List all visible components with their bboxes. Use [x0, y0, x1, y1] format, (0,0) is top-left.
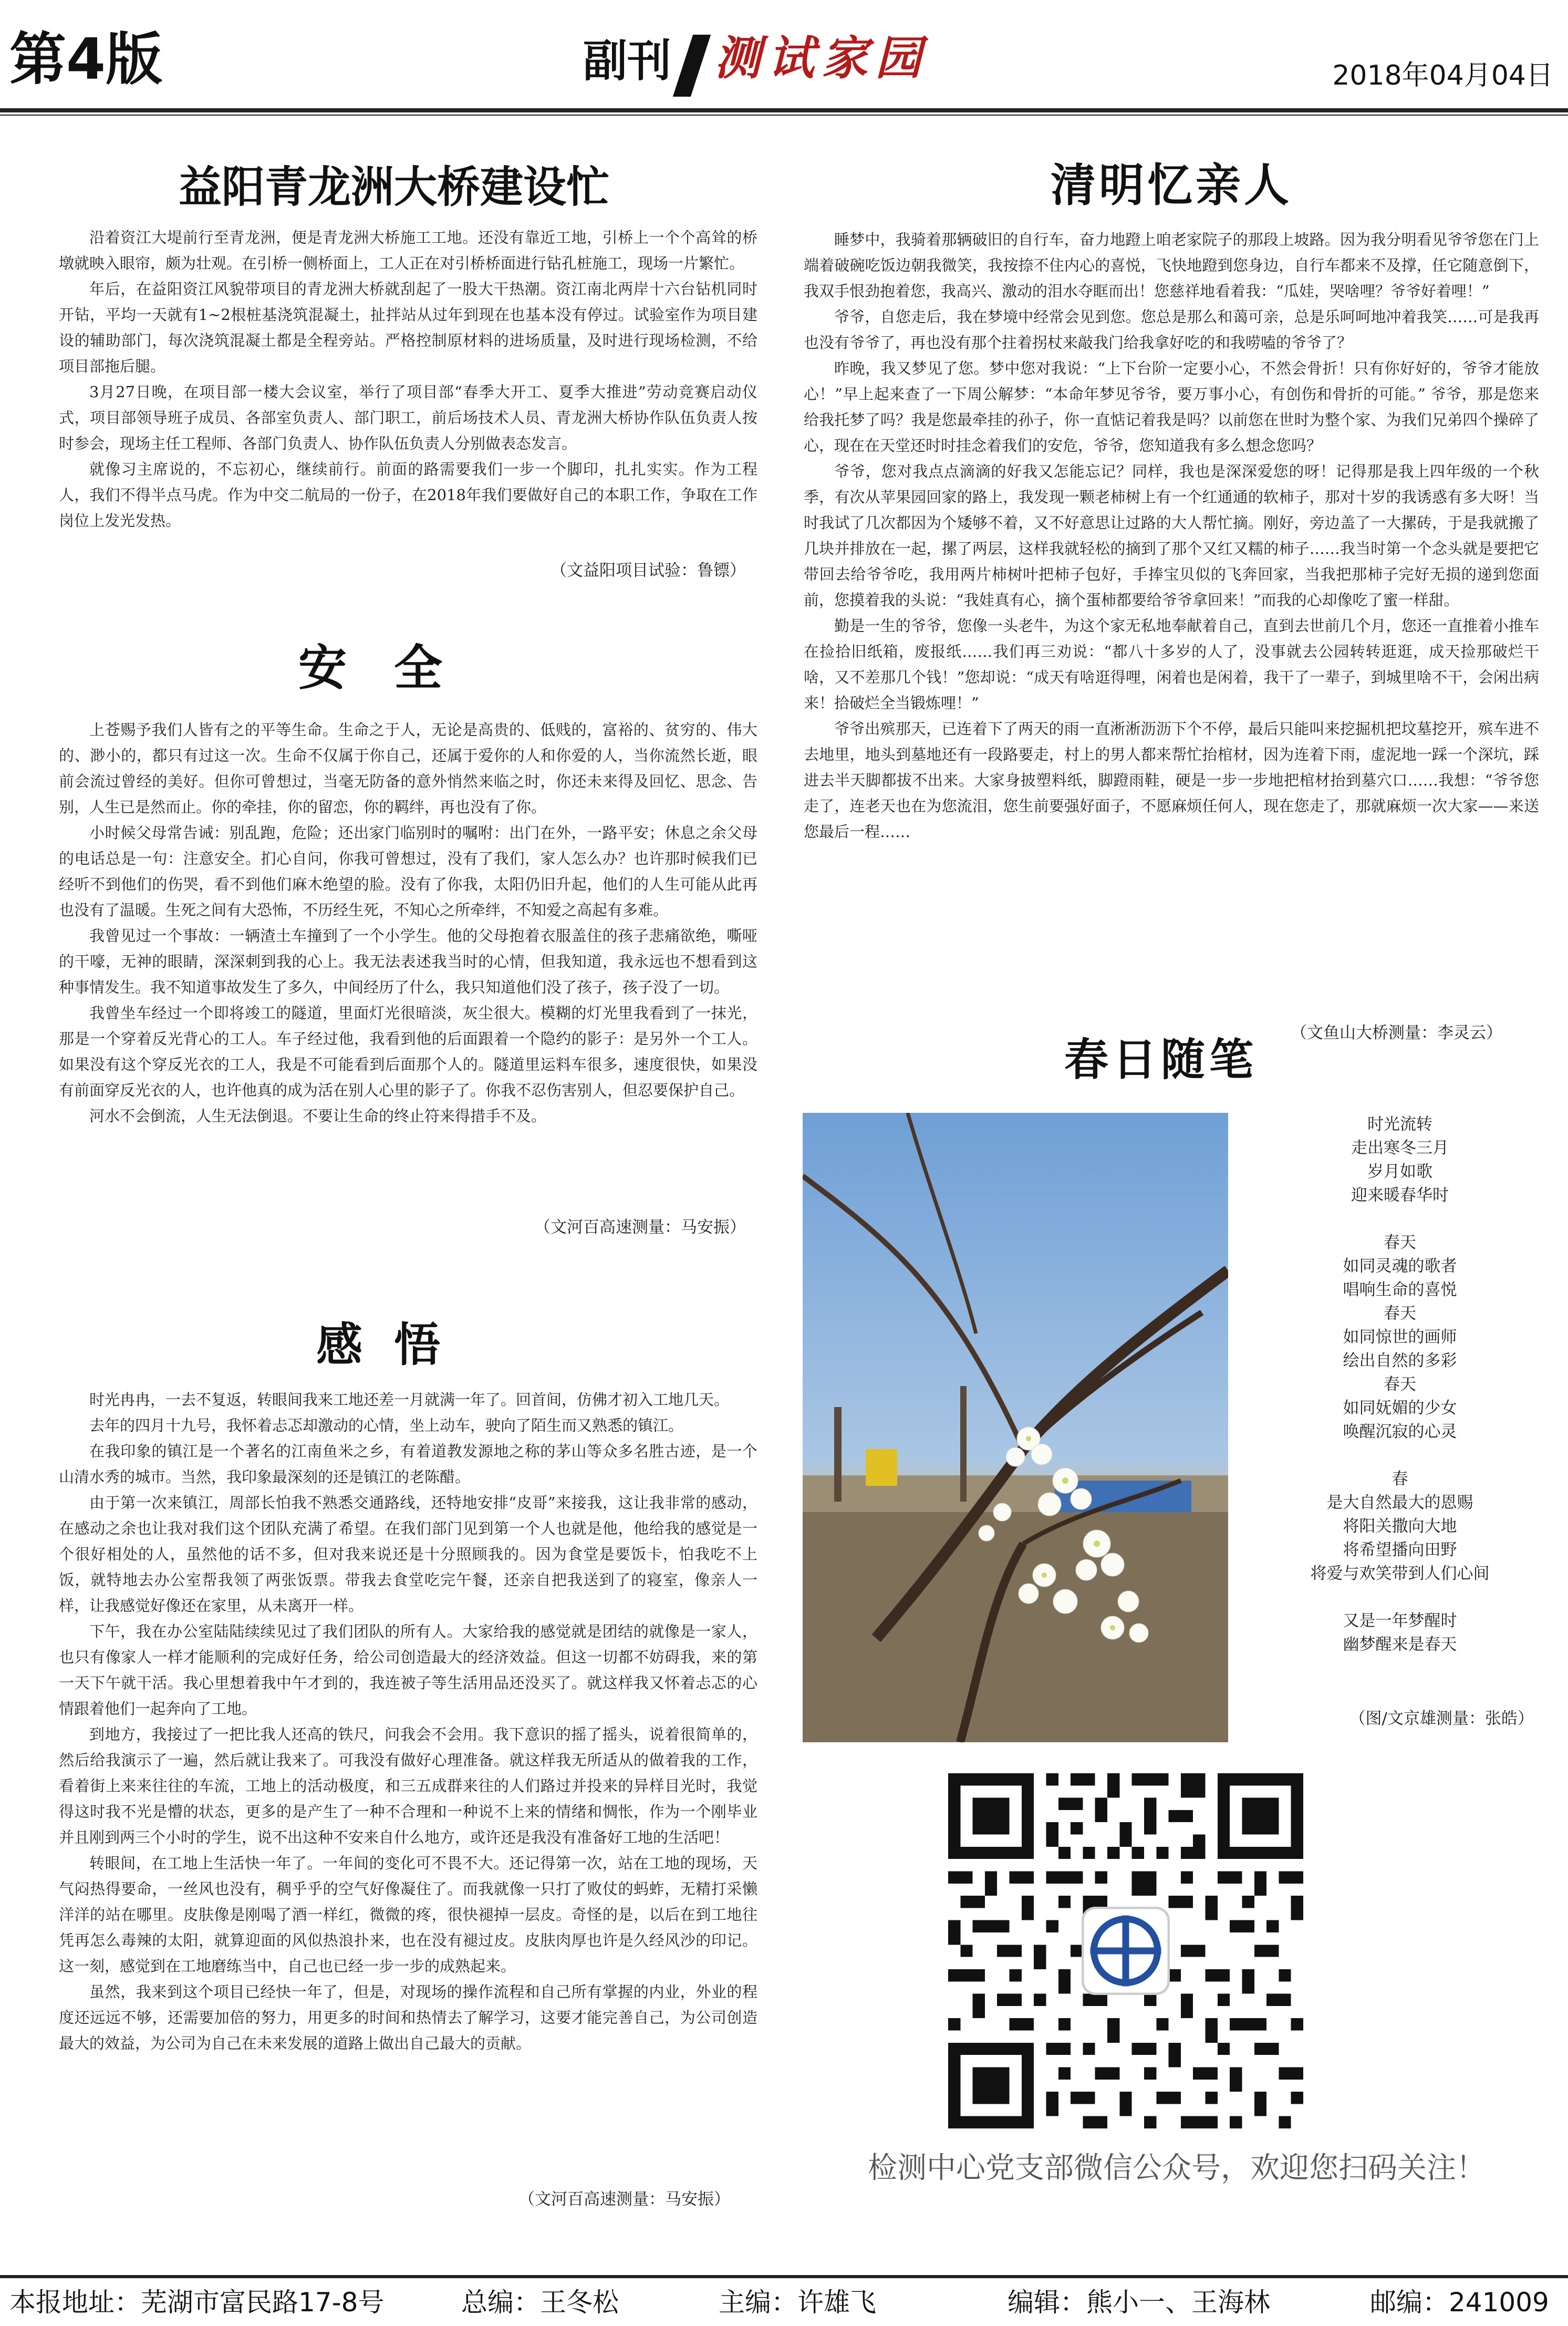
article-title-safety: 安全 [298, 639, 490, 696]
poem-line: 岁月如歌 [1367, 1162, 1432, 1181]
article-title-reflection: 感悟 [316, 1317, 472, 1372]
paragraph: 我曾见过一个事故：一辆渣土车撞到了一个小学生。他的父母抱着衣服盖住的孩子悲痛欲绝，嘶哑的干嚎，无神的眼睛，深深刺到我的心上。我无法表述我当时的心情，但我知道，我永远也不想看到这种事情发生。我不知道事故发生了多久，中间经历了什么，我只知道他们没了孩子，孩子没了一切。 [59, 927, 757, 996]
footer-editors: 编辑：熊小一、王海林 [1008, 2287, 1270, 2318]
article-body-reflection [59, 1387, 757, 2056]
section-name: 副刊 [583, 35, 672, 87]
poem-line: 春天 [1384, 1375, 1416, 1394]
poem-line: 幽梦醒来是春天 [1343, 1635, 1457, 1654]
issue-number: 第4版 [9, 27, 163, 92]
header-slash-divider [673, 35, 711, 97]
poem-line: 将爱与欢笑带到人们心间 [1310, 1564, 1490, 1583]
stanza-gap [1250, 1444, 1550, 1467]
byline-spring: （图/文京雄测量：张皓） [1349, 1709, 1534, 1728]
paragraph: 沿着资江大堤前行至青龙洲，便是青龙洲大桥施工工地。还没有靠近工地，引桥上一个个高耸的桥墩就映入眼帘，颇为壮观。在引桥一侧桥面上，工人正在对引桥桥面进行钻孔桩施工，现场一片繁忙。 [59, 229, 757, 272]
stanza-gap [1250, 1586, 1550, 1609]
paragraph: 由于第一次来镇江，周部长怕我不熟悉交通路线，还特地安排“皮哥”来接我，这让我非常的感动，在感动之余也让我对我们这个团队充满了希望。在我们部门见到第一个人也就是他，他给我的感觉是一个很好相处的人，虽然他的话不多，但对我来说还是十分照顾我的。因为食堂是要饭卡，怕我吃不上饭，就特地去办公室帮我领了两张饭票。带我去食堂吃完午餐，还亲自把我送到了的寝室，像亲人一样，让我感觉好像还在家里，从未离开一样。 [59, 1494, 757, 1615]
poem-line: 如同惊世的画师 [1343, 1328, 1457, 1347]
paragraph: 上苍赐予我们人皆有之的平等生命。生命之于人，无论是高贵的、低贱的，富裕的、贫穷的、伟大的、渺小的，都只有过这一次。生命不仅属于你自己，还属于爱你的人和你爱的人，当你流然长逝，眼前会流过曾经的美好。但你可曾想过，当毫无防备的意外悄然来临之时，你还未来得及回忆、思念、告别，人生已是然而止。你的牵挂，你的留恋，你的羁绊，再也没有了你。 [59, 721, 757, 816]
poem-line: 绘出自然的多彩 [1343, 1351, 1457, 1370]
stanza-gap [1250, 1207, 1550, 1231]
footer-postcode: 邮编：241009 [1370, 2287, 1549, 2318]
poem-line: 如同妩媚的少女 [1343, 1399, 1457, 1418]
paragraph: 年后，在益阳资江风貌带项目的青龙洲大桥就刮起了一股大干热潮。资江南北两岸十六台钻机同时开钻，平均一天就有1~2根桩基浇筑混凝土，扯拌站从过年到现在也基本没有停过。试验室作为项目建设的辅助部门，每次浇筑混凝土都是全程旁站。严格控制原材料的进场质量，及时进行现场检测，不给项目部拖后腿。 [59, 280, 757, 375]
paragraph: 转眼间，在工地上生活快一年了。一年间的变化可不畏不大。还记得第一次，站在工地的现场，天气闷热得要命，一丝风也没有，稠乎乎的空气好像凝住了。而我就像一只打了败仗的蚂蚱，无精打采懒洋洋的站在哪里。皮肤像是刚喝了酒一样红，微微的疼，很快褪掉一层皮。奇怪的是，以后在到工地往凭再怎么毒辣的太阳，就算迎面的风似热浪扑来，也在没有褪过皮。皮肤肉厚也许是久经风沙的印记。这一刻，感觉到在工地磨练当中，自己也已经一步一步的成熟起来。 [59, 1854, 757, 1975]
footer-address: 本报地址：芜湖市富民路17-8号 [9, 2287, 385, 2318]
issue-date: 2018年04月04日 [1332, 60, 1553, 91]
poem-line: 将希望播向田野 [1343, 1541, 1457, 1559]
poem-line: 是大自然最大的恩赐 [1326, 1493, 1473, 1512]
paragraph: 时光冉冉，一去不复返，转眼间我来工地还差一月就满一年了。回首间，仿佛才初入工地几天。 [89, 1391, 730, 1409]
qr-caption: 检测中心党支部微信公众号，欢迎您扫码关注！ [868, 2151, 1486, 2185]
paragraph: 就像习主席说的，不忘初心，继续前行。前面的路需要我们一步一个脚印，扎扎实实。作为工程人，我们不得半点马虎。作为中交二航局的一份子，在2018年我们要做好自己的本职工作，争取在工作岗位上发光发热。 [59, 460, 757, 530]
paragraph: 昨晚，我又梦见了您。梦中您对我说：“上下台阶一定要小心，不然会骨折！只有你好好的，爷爷才能放心！”早上起来查了一下周公解梦：“本命年梦见爷爷，要万事小心，有创伤和骨折的可能。” 爷爷，那是您来给我托梦了吗？我是您最牵挂的孙子，你一直惦记着我是吗？以前您在世时为整个家、为我们兄弟四个操碎了心，现在在天堂还时时挂念着我们的安危，爷爷，您知道我有多么想念您吗？ [804, 359, 1539, 454]
poem-line: 唤醒沉寂的心灵 [1343, 1422, 1457, 1441]
column-logo: 测试家园 [714, 30, 929, 85]
footer-chief-editor: 总编：王冬松 [461, 2287, 619, 2318]
poem-line: 唱响生命的喜悦 [1343, 1280, 1457, 1299]
paragraph: 勤是一生的爷爷，您像一头老牛，为这个家无私地奉献着自己，直到去世前几个月，您还一直推着小推车在捡拾旧纸箱，废报纸……我们再三劝说：“都八十多岁的人了，没事就去公园转转逛逛，成天捡那破烂干啥，又不差那几个钱！”您却说：“成天有啥逛得哩，闲着也是闲着，我干了一辈子，到城里啥不干，会闲出病来！拾破烂全当锻炼哩！” [804, 617, 1539, 712]
paragraph: 爷爷，您对我点点滴滴的好我又怎能忘记？同样，我也是深深爱您的呀！记得那是我上四年级的一个秋季，有次从苹果园回家的路上，我发现一颗老柿树上有一个红通通的软柿子，那对十岁的我诱惑有多大呀！当时我试了几次都因为个矮够不着，又不好意思让过路的大人帮忙摘。刚好，旁边盖了一大摞砖，于是我就搬了几块并排放在一起，摞了两层，这样我就轻松的摘到了那个又红又糯的柿子……我当时第一个念头就是要把它带回去给爷爷吃，我用两片柿树叶把柿子包好，手捧宝贝似的飞奔回家，当我把那柿子完好无损的递到您面前，您摸着我的头说：“我娃真有心，摘个蛋柿都要给爷爷拿回来！”而我的心却像吃了蜜一样甜。 [804, 462, 1539, 609]
paragraph: 小时候父母常告诫：别乱跑，危险；还出家门临别时的嘱咐：出门在外，一路平安；休息之余父母的电话总是一句：注意安全。扪心自问，你我可曾想过，没有了我们，家人怎么办？也许那时候我们已经听不到他们的伤哭，看不到他们麻木绝望的脸。没有了你我，太阳仍旧升起，他们的人生可能从此再也没有了温暖。生死之间有大恐怖，不历经生死，不知心之所牵绊，不知爱之高起有多难。 [59, 824, 757, 919]
paragraph: 到地方，我接过了一把比我人还高的铁尺，问我会不会用。我下意识的摇了摇头，说着很简单的，然后给我演示了一遍，然后就让我来了。可我没有做好心理准备。就这样我无所适从的做着我的工作，看着街上来来往往的车流，工地上的活动极度，和三五成群来往的人们路过并投来的异样目光时，我觉得这时我不光是懵的状态，更多的是产生了一种不合理和一种说不上来的情绪和惆怅，作为一个刚毕业并且刚到两三个小时的学生，说不出这种不安来自什么地方，或许还是我没有准备好工地的生活吧！ [59, 1725, 757, 1846]
spring-blossom-photo [803, 1113, 1228, 1742]
article-title-qingming: 清明忆亲人 [1051, 159, 1292, 212]
paragraph: 在我印象的镇江是一个著名的江南鱼米之乡，有着道教发源地之称的茅山等众多名胜古迹，是一个山清水秀的城市。当然，我印象最深刻的还是镇江的老陈醋。 [59, 1442, 757, 1486]
header-rule-thin [0, 115, 1568, 116]
poem-line: 走出寒冬三月 [1351, 1139, 1449, 1157]
article-title-bridge: 益阳青龙洲大桥建设忙 [178, 162, 609, 212]
paragraph: 虽然，我来到这个项目已经快一年了，但是，对现场的操作流程和自己所有掌握的内业，外业的程度还远远不够，还需要加倍的努力，用更多的时间和热情去了解学习，这要才能完善自己，为公司创造最大的效益，为公司为自己在未来发展的道路上做出自己最大的贡献。 [59, 1983, 757, 2052]
byline-safety: （文河百高速测量：马安振） [534, 1218, 746, 1237]
wechat-qr-code[interactable] [948, 1773, 1303, 2128]
poem-line: 又是一年梦醒时 [1343, 1611, 1457, 1630]
paragraph: 去年的四月十九号，我怀着忐忑却激动的心情，坐上动车，驶向了陌生而又熟悉的镇江。 [89, 1417, 684, 1434]
article-body-qingming [804, 227, 1539, 845]
paragraph: 下午，我在办公室陆陆续续见过了我们团队的所有人。大家给我的感觉就是团结的就像是一家人，也只有像家人一样才能顺利的完成好任务，给公司创造最大的经济效益。但这一切都不妨碍我，来的第一天下午就干活。我心里想着我中午才到的，我连被子等生活用品还没买了。就这样我又怀着忐忑的心情跟着他们一起奔向了工地。 [59, 1622, 757, 1718]
spring-poem [1250, 1113, 1550, 1657]
byline-bridge: （文益阳项目试验：鲁镖） [551, 561, 746, 580]
poem-line: 如同灵魂的歌者 [1343, 1257, 1457, 1276]
header-rule [0, 108, 1568, 112]
paragraph: 我曾坐车经过一个即将竣工的隧道，里面灯光很暗淡，灰尘很大。模糊的灯光里我看到了一抹光，那是一个穿着反光背心的工人。车子经过他，我看到他的后面跟着一个隐约的影子：是另外一个工人。如果没有这个穿反光衣的工人，我是不可能看到后面那个人的。隧道里运料车很多，速度很快，如果没有前面穿反光衣的人，也许他真的成为活在别人心里的影子了。你我不忍伤害别人，但忍要保护自己。 [59, 1004, 757, 1099]
poem-line: 迎来暖春华时 [1351, 1186, 1449, 1205]
paragraph: 3月27日晚，在项目部一楼大会议室，举行了项目部“春季大开工、夏季大推进”劳动竞赛启动仪式，项目部领导班子成员、各部室负责人、部门职工，前后场技术人员、青龙洲大桥协作队伍负责人按时参会，现场主任工程师、各部门负责人、协作队伍负责人分别做表态发言。 [59, 383, 757, 452]
poem-line: 时光流转 [1367, 1115, 1432, 1134]
article-title-spring: 春日随笔 [1064, 1033, 1258, 1086]
paragraph: 爷爷出殡那天，已连着下了两天的雨一直淅淅沥沥下个不停，最后只能叫来挖掘机把坟墓挖开，殡车进不去地里，地头到墓地还有一段路要走，村上的男人都来帮忙抬棺材，因为连着下雨，虚泥地一踩一个深坑，踩进去半天脚都拔不出来。大家身披塑料纸，脚蹬雨鞋，硬是一步一步地把棺材抬到墓穴口……我想：“爷爷您走了，连老天也在为您流泪，您生前要强好面子，不愿麻烦任何人，现在您走了，那就麻烦一次大家——来送您最后一程…… [804, 720, 1539, 841]
paragraph: 爷爷，自您走后，我在梦境中经常会见到您。您总是那么和蔼可亲，总是乐呵呵地冲着我笑……可是我再也没有爷爷了，再也没有那个拄着拐杖来敲我门给我拿好吃的和我唠嗑的爷爷了？ [804, 308, 1539, 352]
poem-line: 春 [1392, 1470, 1408, 1488]
paragraph: 睡梦中，我骑着那辆破旧的自行车，奋力地蹬上咱老家院子的那段上坡路。因为我分明看见爷爷您在门上端着破碗吃饭边朝我微笑，我按捺不住内心的喜悦，飞快地蹬到您身边，自行车都来不及撑，任它随意倒下，我双手恨劲抱着您，我高兴、激动的泪水夺眶而出！您慈祥地看着我：“瓜娃，哭啥哩？爷爷好着哩！” [804, 231, 1539, 300]
footer-editor: 主编：许雄飞 [719, 2287, 876, 2318]
blossom-illustration [803, 1113, 1228, 1742]
poem-line: 将阳关撒向大地 [1343, 1517, 1457, 1536]
article-body-bridge [59, 225, 757, 534]
footer-rule [0, 2275, 1568, 2278]
qr-code-icon [948, 1773, 1303, 2128]
poem-line: 春天 [1384, 1304, 1416, 1323]
poem-line: 春天 [1384, 1233, 1416, 1252]
article-body-safety [59, 717, 757, 1129]
byline-qingming: （文鱼山大桥测量：李灵云） [1291, 1024, 1502, 1042]
paragraph: 河水不会倒流，人生无法倒退。不要让生命的终止符来得措手不及。 [89, 1107, 547, 1125]
byline-reflection: （文河百高速测量：马安振） [518, 2190, 730, 2209]
